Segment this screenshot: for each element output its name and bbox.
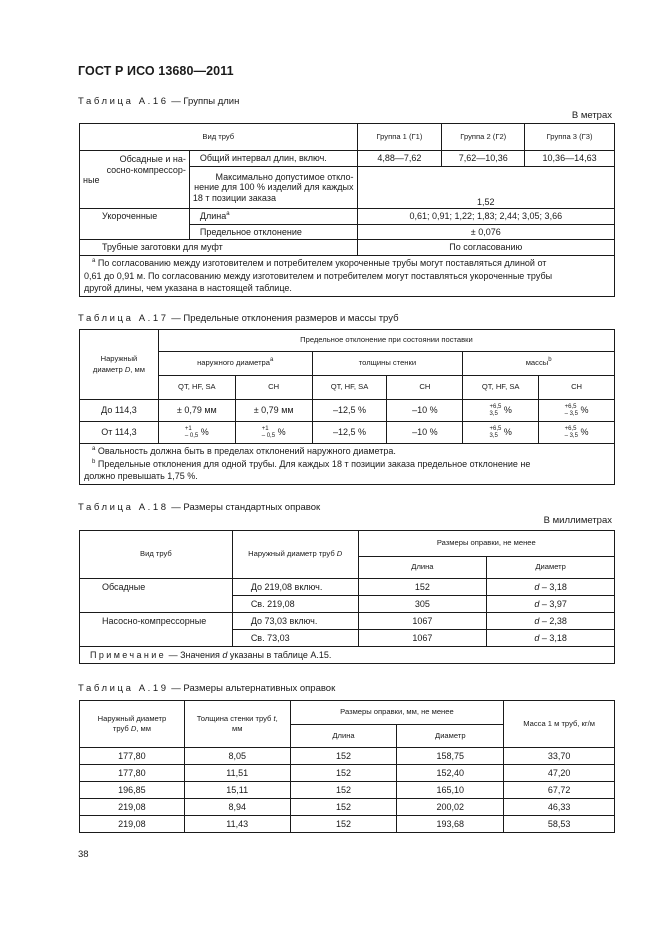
note-row — [80, 647, 615, 664]
mass-cell: 67,72 — [504, 782, 615, 799]
table-a16-units: В метрах — [571, 110, 612, 121]
wall-thickness-cell: 11,51 — [184, 765, 290, 782]
mandrel-length-cell: 152 — [290, 816, 397, 833]
outer-diameter-cell: 196,85 — [80, 782, 185, 799]
group-2-range: 7,62—10,36 — [442, 151, 525, 167]
tolerance-fraction — [489, 426, 501, 439]
header-group-2: Группа 2 (Г2) — [442, 124, 525, 151]
wall-thickness-cell: 15,11 — [184, 782, 290, 799]
table-a16-caption-prefix: Таблица А.16 — [78, 96, 169, 107]
outer-diameter-cell: 219,08 — [80, 816, 185, 833]
wall-ch-value: –10 % — [387, 400, 463, 422]
header-qt: QT, HF, SA — [463, 376, 539, 400]
wall-qt-value: –12,5 % — [312, 422, 387, 444]
header-outer-diameter — [80, 701, 185, 748]
upper-tolerance: +6,5 — [489, 426, 502, 432]
header-line: мм — [232, 724, 243, 733]
limit-deviation-value: ± 0,076 — [357, 225, 614, 240]
variable-d: d — [534, 598, 540, 609]
pipe-type-tubing: Насосно-компрессорные — [80, 613, 233, 647]
variable-t: t — [273, 713, 276, 723]
outer-diameter-cell: Св. 73,03 — [232, 630, 358, 647]
table-row — [80, 422, 615, 444]
header-text: Наружный диаметр труб — [248, 549, 337, 559]
group-1-range: 4,88—7,62 — [357, 151, 442, 167]
table-a19-caption-text: — Размеры альтернативных оправок — [168, 683, 336, 694]
lower-tolerance: – 0,5 — [261, 432, 276, 439]
header-group-3: Группа 3 (Г3) — [525, 124, 615, 151]
table-a19-caption-prefix: Таблица А.19 — [78, 683, 169, 694]
outer-diameter-cell: 177,80 — [80, 765, 185, 782]
footnote-mark: b — [548, 357, 552, 364]
tolerance-fraction — [262, 426, 275, 439]
table-header-row — [80, 330, 615, 352]
casing-label-line: сосно-компрессор- — [106, 164, 186, 175]
max-deviation-line: 18 т позиции заказа — [192, 192, 276, 203]
diameter-value: – 3,18 — [539, 632, 567, 643]
od-ch-value — [235, 422, 312, 444]
header-outer-diameter — [80, 330, 159, 400]
coupling-stock-value: По согласованию — [357, 240, 614, 256]
percent-unit: % — [580, 426, 589, 437]
diameter-value: – 2,38 — [539, 615, 567, 626]
mass-qt-value — [463, 422, 539, 444]
mass-cell: 33,70 — [504, 748, 615, 765]
table-row — [80, 209, 615, 225]
wall-qt-value: –12,5 % — [312, 400, 387, 422]
mass-cell: 58,53 — [504, 816, 615, 833]
footnote-text: По согласованию между изготовителем и потребителем укороченные трубы могут поставляться длиной от — [95, 258, 547, 268]
shortened-lengths: 0,61; 0,91; 1,22; 1,83; 2,44; 3,05; 3,66 — [357, 209, 614, 225]
max-deviation-value: 1,52 — [357, 167, 614, 209]
header-wall-thickness — [184, 701, 290, 748]
table-row — [80, 579, 615, 596]
tolerance-fraction — [489, 404, 501, 417]
footnote-row — [80, 256, 615, 297]
outer-diameter-cell: 219,08 — [80, 799, 185, 816]
table-row — [80, 613, 615, 630]
max-deviation-line: Максимально допустимое откло- — [215, 171, 354, 182]
header-pipe-type: Вид труб — [80, 531, 233, 579]
variable-d: d — [534, 632, 540, 643]
row-label: От 114,3 — [80, 422, 159, 444]
table-header-row — [80, 701, 615, 725]
table-row — [80, 782, 615, 799]
table-a18-caption-prefix: Таблица А.18 — [78, 502, 169, 513]
coupling-stock-label: Трубные заготовки для муфт — [80, 240, 358, 256]
outer-diameter-cell: До 73,03 включ. — [232, 613, 358, 630]
header-diameter: Диаметр — [487, 557, 615, 579]
header-ch: CH — [235, 376, 312, 400]
mandrel-length-cell: 1067 — [358, 630, 487, 647]
header-text: , мм — [136, 724, 151, 733]
variable-d: d — [534, 615, 540, 626]
general-interval-label: Общий интервал длин, включ. — [189, 151, 357, 167]
header-line: Наружный диаметр — [97, 713, 167, 723]
header-text: Толщина стенки труб — [196, 713, 274, 723]
lower-tolerance: 3,5 — [489, 432, 498, 439]
footnote-line — [84, 458, 610, 471]
mandrel-diameter-cell — [487, 596, 615, 613]
mandrel-diameter-cell — [487, 613, 615, 630]
length-label-cell — [189, 209, 357, 225]
table-note — [80, 647, 615, 664]
table-row — [80, 240, 615, 256]
header-ch: CH — [539, 376, 615, 400]
casing-label-line: Обсадные и на- — [119, 154, 186, 164]
od-qt-value — [158, 422, 235, 444]
mass-ch-value — [539, 422, 615, 444]
upper-tolerance: +1 — [184, 426, 192, 432]
table-a17-caption-prefix: Таблица А.17 — [78, 313, 169, 324]
outer-diameter-cell: До 219,08 включ. — [232, 579, 358, 596]
footnote-mark: a — [270, 357, 274, 364]
variable-d: D — [336, 549, 343, 559]
table-header-row — [80, 124, 615, 151]
lower-tolerance: – 3,5 — [564, 432, 578, 439]
header-pipe-type: Вид труб — [80, 124, 358, 151]
mandrel-diameter-cell — [487, 630, 615, 647]
header-length: Длина — [290, 725, 397, 748]
mandrel-diameter-cell: 158,75 — [397, 748, 504, 765]
mandrel-diameter-cell: 200,02 — [397, 799, 504, 816]
upper-tolerance: +6,5 — [564, 426, 577, 432]
table-a17 — [79, 329, 615, 485]
wall-thickness-cell: 8,05 — [184, 748, 290, 765]
page-number: 38 — [78, 849, 89, 860]
diameter-value: – 3,18 — [539, 581, 567, 592]
header-text: труб — [112, 724, 131, 733]
table-row — [80, 748, 615, 765]
table-a18-caption — [78, 502, 320, 513]
note-label: Примечание — [90, 649, 167, 660]
header-mass-deviation — [463, 352, 615, 376]
mass-qt-value — [463, 400, 539, 422]
mandrel-length-cell: 152 — [290, 748, 397, 765]
table-a18-caption-text: — Размеры стандартных оправок — [168, 502, 321, 513]
table-row — [80, 400, 615, 422]
header-text: , мм — [130, 364, 145, 374]
casing-label-line: ные — [83, 175, 100, 185]
header-text: массы — [525, 358, 549, 368]
header-text: диаметр — [92, 364, 125, 374]
footnote-mark: a — [92, 258, 96, 264]
header-wall-deviation: толщины стенки — [312, 352, 463, 376]
mandrel-diameter-cell — [487, 579, 615, 596]
group-3-range: 10,36—14,63 — [525, 151, 615, 167]
tolerance-fraction — [565, 426, 578, 439]
header-line — [83, 365, 155, 376]
pipe-type-casing: Обсадные — [80, 579, 233, 613]
outer-diameter-cell: Св. 219,08 — [232, 596, 358, 613]
header-line — [188, 714, 287, 725]
header-line: Наружный — [100, 354, 138, 363]
footnote — [80, 444, 615, 485]
footnote-row — [80, 444, 615, 485]
mandrel-diameter-cell: 165,10 — [397, 782, 504, 799]
table-header-row — [80, 531, 615, 557]
header-limit-deviation: Предельное отклонение при состоянии поставки — [158, 330, 614, 352]
variable-d: d — [534, 581, 540, 592]
max-deviation-line: нение для 100 % изделий для каждых — [194, 182, 354, 193]
table-a17-caption-text: — Предельные отклонения размеров и массы труб — [168, 313, 399, 324]
table-header-row — [80, 376, 615, 400]
table-row — [80, 799, 615, 816]
header-diameter: Диаметр — [397, 725, 504, 748]
variable-d: D — [124, 364, 131, 374]
table-a19-caption — [78, 683, 335, 694]
mandrel-length-cell: 152 — [290, 765, 397, 782]
length-label: Длина — [199, 211, 227, 222]
mandrel-length-cell: 1067 — [358, 613, 487, 630]
header-od-deviation — [158, 352, 312, 376]
upper-tolerance: +6,5 — [564, 404, 577, 410]
variable-d: d — [222, 649, 228, 660]
header-mass: Масса 1 м труб, кг/м — [504, 701, 615, 748]
mandrel-diameter-cell: 152,40 — [397, 765, 504, 782]
mass-cell: 47,20 — [504, 765, 615, 782]
footnote-text: Овальность должна быть в пределах отклонений наружного диаметра. — [95, 446, 396, 456]
variable-d: D — [130, 724, 137, 733]
mass-ch-value — [539, 400, 615, 422]
percent-unit: % — [580, 404, 589, 415]
mass-cell: 46,33 — [504, 799, 615, 816]
upper-tolerance: +1 — [261, 426, 269, 432]
footnote-line: должно превышать 1,75 %. — [84, 471, 198, 481]
diameter-value: – 3,97 — [539, 598, 567, 609]
mandrel-length-cell: 152 — [290, 799, 397, 816]
footnote — [80, 256, 615, 297]
footnote-line — [84, 257, 610, 270]
footnote-line: другой длины, чем указана в настоящей таблице. — [84, 283, 292, 293]
wall-thickness-cell: 11,43 — [184, 816, 290, 833]
lower-tolerance: – 0,5 — [184, 432, 199, 439]
header-qt: QT, HF, SA — [312, 376, 387, 400]
percent-unit: % — [277, 426, 286, 437]
mandrel-length-cell: 152 — [290, 782, 397, 799]
wall-ch-value: –10 % — [387, 422, 463, 444]
note-text: указаны в таблице А.15. — [227, 649, 332, 660]
footnote-mark: a — [92, 446, 96, 452]
lower-tolerance: 3,5 — [489, 410, 498, 417]
table-row — [80, 765, 615, 782]
mandrel-length-cell: 152 — [358, 579, 487, 596]
table-a16-caption — [78, 96, 239, 107]
mandrel-length-cell: 305 — [358, 596, 487, 613]
header-text: наружного диаметра — [197, 358, 270, 368]
page-title: ГОСТ Р ИСО 13680—2011 — [78, 64, 234, 78]
table-a18-units: В миллиметрах — [543, 515, 612, 526]
header-mandrel-size: Размеры оправки, мм, не менее — [290, 701, 504, 725]
od-qt-value: ± 0,79 мм — [158, 400, 235, 422]
tolerance-fraction — [565, 404, 578, 417]
percent-unit: % — [503, 426, 512, 437]
header-length: Длина — [358, 557, 487, 579]
table-a17-caption — [78, 313, 399, 324]
upper-tolerance: +6,5 — [489, 404, 502, 410]
header-line — [83, 724, 181, 735]
table-row — [80, 816, 615, 833]
shortened-label: Укороченные — [80, 209, 190, 240]
table-header-row — [80, 352, 615, 376]
table-a16 — [79, 123, 615, 297]
tolerance-fraction — [185, 426, 198, 439]
outer-diameter-cell: 177,80 — [80, 748, 185, 765]
footnote-line: 0,61 до 0,91 м. По согласованию между изготовителем и потребителем могут поставляться укороченные трубы — [84, 270, 553, 281]
header-ch: CH — [387, 376, 463, 400]
percent-unit: % — [503, 404, 512, 415]
footnote-line — [84, 445, 610, 458]
table-a18 — [79, 530, 615, 664]
table-a19 — [79, 700, 615, 833]
wall-thickness-cell: 8,94 — [184, 799, 290, 816]
limit-deviation-label: Предельное отклонение — [189, 225, 357, 240]
note-text: — Значения — [166, 649, 223, 660]
footnote-text: Предельные отклонения для одной трубы. Для каждых 18 т позиции заказа предельное отклонение не — [95, 458, 531, 469]
footnote-mark: a — [226, 211, 230, 218]
header-outer-diameter — [232, 531, 358, 579]
table-row — [80, 151, 615, 167]
percent-unit: % — [200, 426, 209, 437]
max-deviation-label — [189, 167, 357, 209]
row-label: До 114,3 — [80, 400, 159, 422]
header-text: , — [275, 713, 278, 723]
header-group-1: Группа 1 (Г1) — [357, 124, 442, 151]
header-mandrel-size: Размеры оправки, не менее — [358, 531, 614, 557]
header-qt: QT, HF, SA — [158, 376, 235, 400]
od-ch-value: ± 0,79 мм — [235, 400, 312, 422]
mandrel-diameter-cell: 193,68 — [397, 816, 504, 833]
casing-tubing-label — [80, 151, 190, 209]
table-a16-caption-text: — Группы длин — [168, 96, 240, 107]
footnote-mark: b — [92, 458, 96, 465]
lower-tolerance: – 3,5 — [564, 410, 578, 417]
